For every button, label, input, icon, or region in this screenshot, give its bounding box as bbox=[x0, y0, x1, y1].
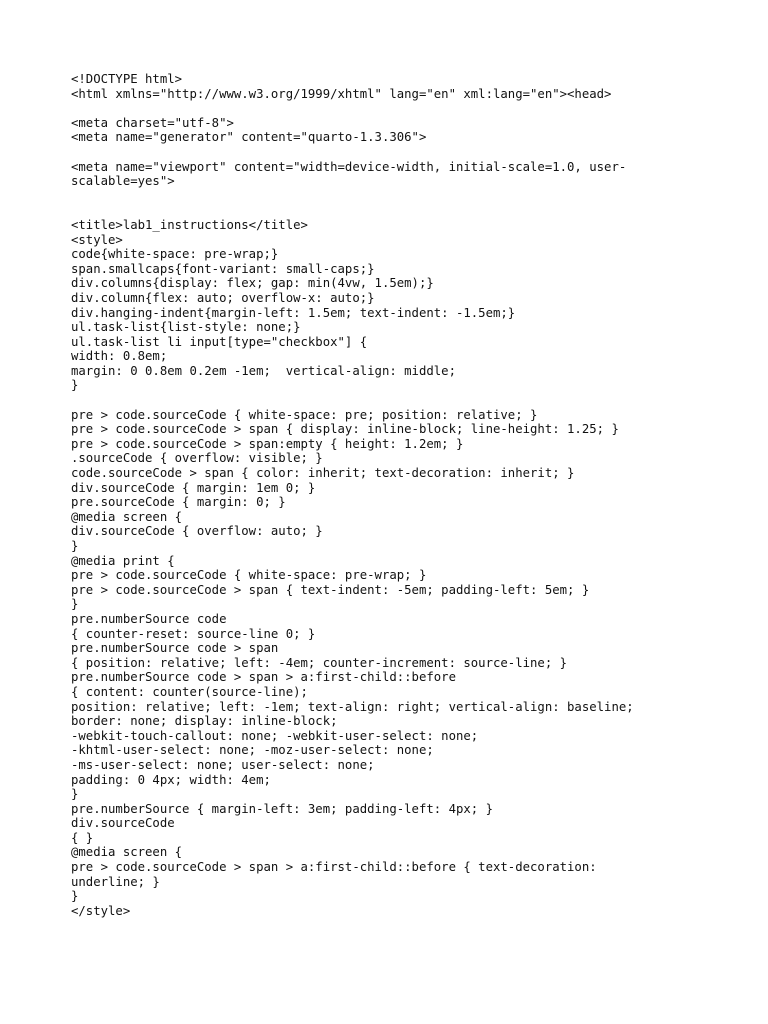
code-line: <meta name="viewport" content="width=device-width, initial-scale=1.0, user- bbox=[71, 159, 627, 174]
blank-line bbox=[71, 189, 721, 218]
code-line: margin: 0 0.8em 0.2em -1em; vertical-align: middle; bbox=[71, 363, 456, 378]
code-line: @media screen { bbox=[71, 845, 183, 860]
code-line: pre > code.sourceCode > span { display: inline-block; line-height: 1.25; } bbox=[71, 422, 619, 437]
code-line: span.smallcaps{font-variant: small-caps;} bbox=[71, 261, 375, 276]
code-line: pre.numberSource { margin-left: 3em; padding-left: 4px; } bbox=[71, 801, 493, 816]
code-line: } bbox=[71, 378, 79, 393]
code-line: pre.numberSource code > span > a:first-child::before bbox=[71, 670, 456, 685]
code-line: pre.numberSource code > span bbox=[71, 641, 279, 656]
code-line: .sourceCode { overflow: visible; } bbox=[71, 451, 323, 466]
code-line: } bbox=[71, 787, 79, 802]
code-line: { counter-reset: source-line 0; } bbox=[71, 626, 316, 641]
code-line: width: 0.8em; bbox=[71, 349, 168, 364]
code-line: div.column{flex: auto; overflow-x: auto;} bbox=[71, 290, 375, 305]
code-line: div.columns{display: flex; gap: min(4vw, 1.5em);} bbox=[71, 276, 434, 291]
code-line: <!DOCTYPE html> bbox=[71, 72, 183, 86]
meta-block bbox=[71, 116, 721, 145]
code-line: { } bbox=[71, 830, 94, 845]
code-line: { position: relative; left: -4em; counter-increment: source-line; } bbox=[71, 655, 568, 670]
code-line: -ms-user-select: none; user-select: none; bbox=[71, 757, 375, 772]
code-line: padding: 0 4px; width: 4em; bbox=[71, 772, 271, 787]
doctype-block bbox=[71, 72, 721, 101]
code-line: border: none; display: inline-block; bbox=[71, 714, 338, 729]
code-line: pre > code.sourceCode { white-space: pre; position: relative; } bbox=[71, 407, 538, 422]
code-line: pre > code.sourceCode > span { text-indent: -5em; padding-left: 5em; } bbox=[71, 582, 590, 597]
code-line: } bbox=[71, 889, 79, 904]
code-line: pre > code.sourceCode { white-space: pre-wrap; } bbox=[71, 568, 427, 583]
blank-line bbox=[71, 393, 721, 408]
title-style-block bbox=[71, 218, 721, 393]
code-line: } bbox=[71, 539, 79, 553]
code-line: -khtml-user-select: none; -moz-user-select: none; bbox=[71, 743, 434, 758]
code-line: scalable=yes"> bbox=[71, 174, 175, 189]
blank-line bbox=[71, 101, 721, 116]
code-line: position: relative; left: -1em; text-align: right; vertical-align: baseline; bbox=[71, 699, 634, 714]
code-line: div.hanging-indent{margin-left: 1.5em; text-indent: -1.5em;} bbox=[71, 305, 516, 320]
code-line: pre > code.sourceCode > span:empty { height: 1.2em; } bbox=[71, 436, 464, 451]
code-line: <meta name="generator" content="quarto-1.3.306"> bbox=[71, 130, 427, 145]
document-page bbox=[71, 72, 721, 918]
code-line: <title>lab1_instructions</title> bbox=[71, 217, 308, 232]
viewport-block bbox=[71, 160, 721, 189]
blank-line bbox=[71, 145, 721, 160]
code-line: -webkit-touch-callout: none; -webkit-user-select: none; bbox=[71, 728, 479, 743]
code-line: @media screen { bbox=[71, 509, 183, 524]
code-line: div.sourceCode { overflow: auto; } bbox=[71, 524, 323, 539]
code-line: div.sourceCode bbox=[71, 816, 175, 831]
code-line: pre.sourceCode { margin: 0; } bbox=[71, 495, 286, 510]
code-line: } bbox=[71, 597, 79, 612]
code-line: code{white-space: pre-wrap;} bbox=[71, 247, 279, 262]
code-line: <style> bbox=[71, 232, 123, 247]
code-line: <meta charset="utf-8"> bbox=[71, 115, 234, 130]
code-line: ul.task-list li input[type="checkbox"] { bbox=[71, 334, 368, 349]
code-line: div.sourceCode { margin: 1em 0; } bbox=[71, 480, 316, 495]
code-line: @media print { bbox=[71, 553, 175, 568]
code-line: underline; } bbox=[71, 874, 160, 889]
code-line: { content: counter(source-line); bbox=[71, 684, 308, 699]
code-line: pre > code.sourceCode > span > a:first-child::before { text-decoration: bbox=[71, 860, 597, 875]
sourcecode-css-block bbox=[71, 408, 721, 919]
code-line: pre.numberSource code bbox=[71, 611, 227, 626]
code-line: ul.task-list{list-style: none;} bbox=[71, 320, 301, 335]
code-line: code.sourceCode > span { color: inherit; text-decoration: inherit; } bbox=[71, 466, 575, 481]
code-line: <html xmlns="http://www.w3.org/1999/xhtml" lang="en" xml:lang="en"><head> bbox=[71, 86, 612, 101]
code-line: </style> bbox=[71, 903, 131, 918]
